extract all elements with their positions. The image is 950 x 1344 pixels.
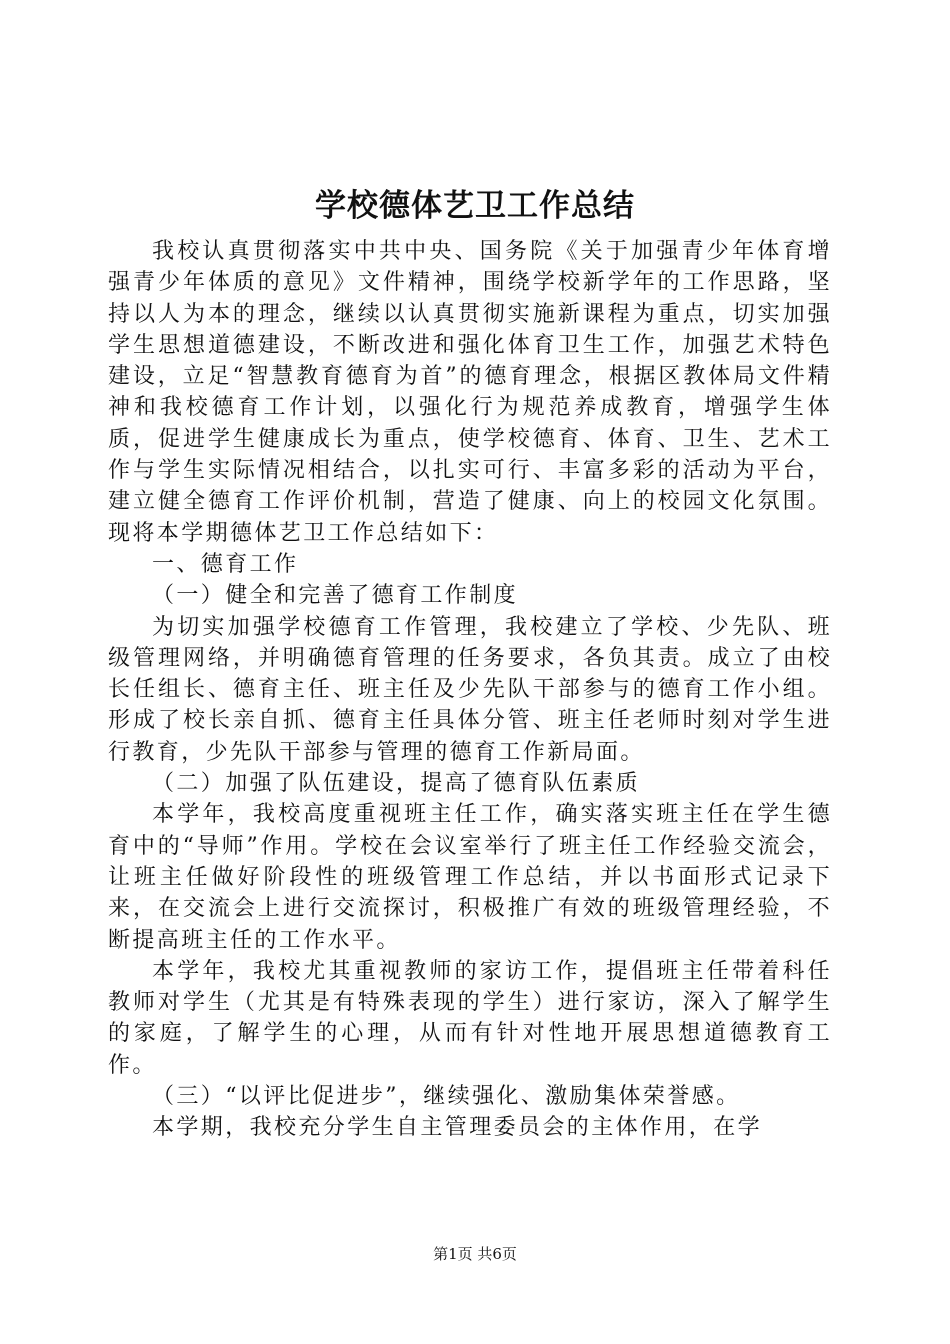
subsection-heading-1: （一）健全和完善了德育工作制度: [152, 583, 519, 609]
paragraph-student-committee: 本学期，我校充分学生自主管理委员会的主体作用，在学: [152, 1115, 763, 1141]
page-number-footer: 第1页 共6页: [433, 1245, 517, 1263]
section-heading-moral-education: 一、德育工作: [152, 551, 299, 577]
document-title: 学校德体艺卫工作总结: [315, 188, 635, 224]
paragraph-home-visits: 本学年，我校尤其重视教师的家访工作，提倡班主任带着科任教师对学生（尤其是有特殊表现的学生）进行家访，深入了解学生的家庭，了解学生的心理，从而有针对性地开展思想道德教育工作。: [108, 958, 832, 1078]
subsection-heading-3: （三）“以评比促进步”，继续强化、激励集体荣誉感。: [152, 1084, 741, 1110]
paragraph-class-teachers: 本学年，我校高度重视班主任工作，确实落实班主任在学生德育中的“导师”作用。学校在会议室举行了班主任工作经验交流会，让班主任做好阶段性的班级管理工作总结，并以书面形式记录下来，在交流会上进行交流探讨，积极推广有效的班级管理经验，不断提高班主任的工作水平。: [108, 802, 832, 953]
paragraph-intro: 我校认真贯彻落实中共中央、国务院《关于加强青少年体育增强青少年体质的意见》文件精神，围绕学校新学年的工作思路，坚持以人为本的理念，继续以认真贯彻实施新课程为重点，切实加强学生思想道德建设，不断改进和强化体育卫生工作，加强艺术特色建设，立足“智慧教育德育为首”的德育理念，根据区教体局文件精神和我校德育工作计划，以强化行为规范养成教育，增强学生体质，促进学生健康成长为重点，使学校德育、体育、卫生、艺术工作与学生实际情况相结合，以扎实可行、丰富多彩的活动为平台，建立健全德育工作评价机制，营造了健康、向上的校园文化氛围。现将本学期德体艺卫工作总结如下：: [108, 239, 832, 546]
paragraph-management-network: 为切实加强学校德育工作管理，我校建立了学校、少先队、班级管理网络，并明确德育管理的任务要求，各负其责。成立了由校长任组长、德育主任、班主任及少先队干部参与的德育工作小组。形成了校长亲自抓、德育主任具体分管、班主任老师时刻对学生进行教育，少先队干部参与管理的德育工作新局面。: [108, 614, 832, 765]
subsection-heading-2: （二）加强了队伍建设，提高了德育队伍素质: [152, 771, 641, 797]
document-body: [108, 236, 832, 1144]
